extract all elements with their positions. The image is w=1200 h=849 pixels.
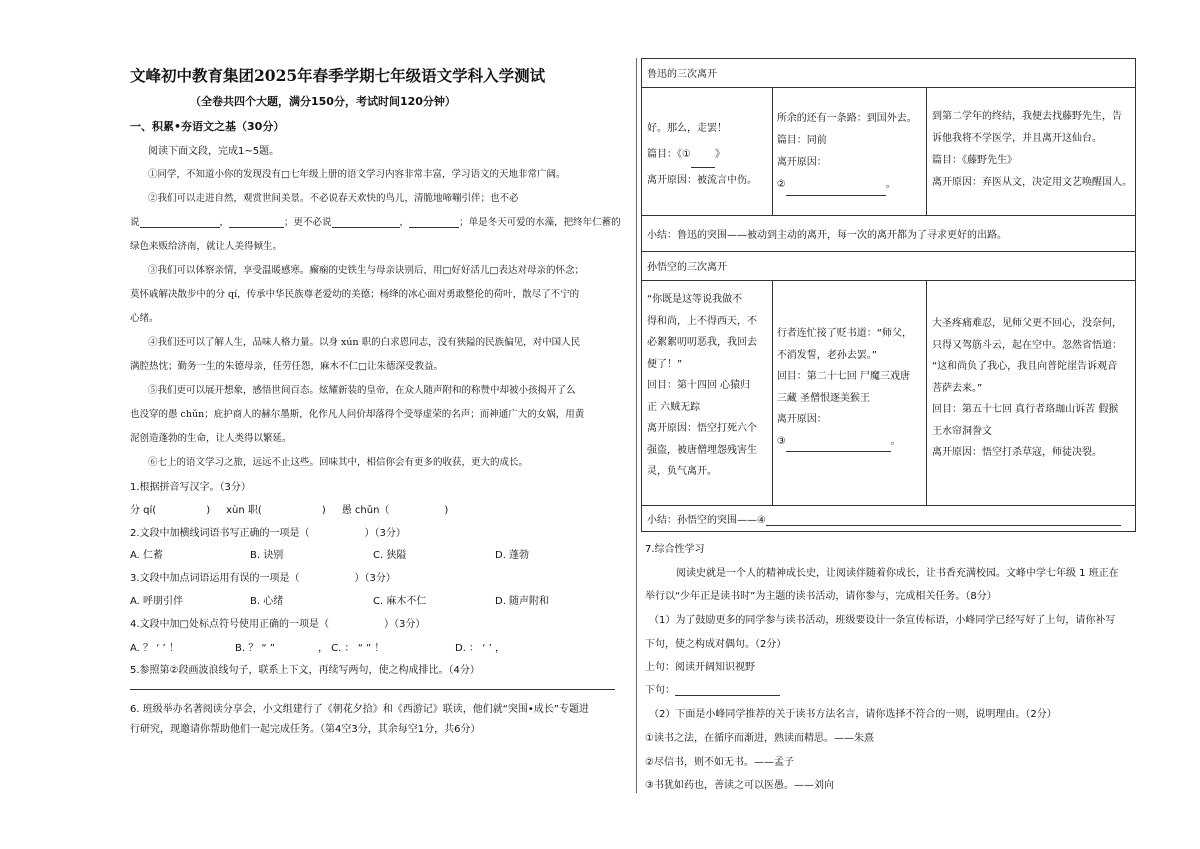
luxun-cell-1 bbox=[642, 88, 773, 216]
answer-blank[interactable] bbox=[675, 695, 780, 696]
text-fragment: ) bbox=[206, 505, 211, 516]
page-subtitle: （全卷共四个大题，满分150分，考试时间120分钟） bbox=[190, 95, 456, 108]
cell-text: 篇目：同前 bbox=[776, 135, 827, 146]
cell-text: 所余的还有一条路：到国外去。 bbox=[776, 113, 917, 124]
q7-sub1-line-2: 下句，使之构成对偶句。（2分） bbox=[645, 639, 787, 650]
luxun-title-cell bbox=[642, 59, 1136, 88]
paragraph-5-line-1: ⑤我们更可以展开想象，感悟世间百态。炫耀新装的皇帝，在众人随声附和的称赞中却被小孩揭开了么 bbox=[148, 385, 576, 396]
text-fragment: xùn 职( bbox=[226, 505, 262, 516]
question-6-line-2: 行研究，现邀请你帮助他们一起完成任务。（第4空3分，其余每空1分，共6分） bbox=[130, 724, 481, 735]
cell-text: 离开原因：弃医从文，决定用文艺唤醒国人。 bbox=[932, 177, 1132, 188]
cell-text: 篇目：《藤野先生》 bbox=[932, 155, 1017, 166]
cell-text: 得和尚，上不得西天，不 bbox=[647, 315, 757, 327]
wukong-title: 孙悟空的三次离开 bbox=[647, 262, 727, 273]
question-3 bbox=[130, 569, 396, 584]
section1-heading: 一、积累•夯语文之基（30分） bbox=[130, 120, 285, 133]
paragraph-4-line-2: 满腔热忱；勤务一生的朱德母亲，任劳任怨，麻木不仁□让朱德深受教益。 bbox=[130, 361, 443, 372]
q3-option-b[interactable]: B. 心绪 bbox=[250, 596, 284, 607]
question-1-blanks bbox=[130, 501, 448, 516]
quote-1: ①读书之法，在循序而渐进，熟读而精思。——朱熹 bbox=[645, 733, 874, 744]
luxun-cell-3 bbox=[927, 88, 1136, 216]
q2-option-d[interactable]: D. 蓬勃 bbox=[495, 550, 530, 561]
blank-line[interactable] bbox=[786, 451, 891, 452]
paragraph-2-line-2 bbox=[130, 214, 621, 228]
wukong-cell-2 bbox=[772, 281, 926, 506]
text-fragment: ；更不必说 bbox=[284, 217, 332, 228]
paragraph-2-line-1: ②我们可以走进自然，观赏世间美景。不必说春天欢快的鸟儿，清脆地啼嘣引伴；也不必 bbox=[148, 193, 519, 204]
text-fragment: ；单是冬天可爱的水藻，把终年仁蓄的 bbox=[459, 217, 621, 228]
paragraph-5-line-2: 也没穿的愚 chǔn；庇护商人的赫尔墨斯，化作凡人问价却落得个受辱虚荣的名声；而神通广大的女娲，用黄 bbox=[130, 409, 585, 420]
cell-text: “这和尚负了我心，我且向普陀崖告诉观音 bbox=[932, 361, 1118, 372]
question-2 bbox=[130, 524, 406, 539]
blank-line[interactable] bbox=[766, 525, 1121, 526]
text-fragment: 2.文段中加横线词语书写正确的一项是（ bbox=[130, 528, 310, 539]
cell-text: 。 bbox=[885, 179, 896, 190]
paragraph-3-line-3: 心绪。 bbox=[130, 313, 159, 324]
paragraph-1: ①同学，不知道小你的发现没有□七年级上册的语文学习内容非常丰富，学习语文的天地非常广阔。 bbox=[148, 169, 566, 180]
text-fragment: 愚 chǔn（ bbox=[341, 505, 390, 516]
cell-text: 好。那么，走罢！ bbox=[647, 123, 727, 134]
question-6-line-1: 6. 班级举办名著阅读分享会，小文组建行了《朝花夕拾》和《西游记》联读，他们就“突围•成长”专题进 bbox=[130, 704, 589, 715]
q7-sub1-line-1: （1）为了鼓励更多的同学参与读书活动，班级要设计一条宣传标语，小峰同学已经写好了上句，请你补写 bbox=[649, 615, 1116, 626]
reading-table bbox=[641, 58, 1136, 532]
blank-line[interactable] bbox=[332, 227, 400, 228]
text-fragment: ）（3分） bbox=[364, 528, 406, 539]
answer-line[interactable] bbox=[130, 689, 615, 690]
luxun-summary: 小结：鲁迅的突围——被动到主动的离开，每一次的离开都为了寻求更好的出路。 bbox=[647, 230, 1007, 241]
cell-text: 回目：第二十七回 尸魔三戏唐 bbox=[776, 371, 910, 382]
luxun-title: 鲁迅的三次离开 bbox=[647, 69, 717, 80]
page-title: 文峰初中教育集团2025年春季学期七年级语文学科入学测试 bbox=[130, 66, 546, 85]
q2-option-b[interactable]: B. 诀别 bbox=[250, 550, 284, 561]
wukong-summary-cell bbox=[642, 506, 1136, 532]
quote-3: ③书犹如药也，善读之可以医愚。——刘向 bbox=[645, 780, 834, 791]
cell-text: 离开原因：悟空打杀草寇，师徒决裂。 bbox=[932, 447, 1102, 458]
section1-intro: 阅读下面文段，完成1~5题。 bbox=[148, 146, 280, 157]
cell-text: 菩萨去来。” bbox=[932, 382, 983, 394]
text-fragment: 下句： bbox=[645, 685, 675, 696]
paragraph-2-line-3: 绿色来贩给济南，就让人美得倾生。 bbox=[130, 241, 283, 252]
q7-intro-line-2: 举行以“少年正是读书时”为主题的读书活动，请你参与，完成相关任务。（8分） bbox=[645, 591, 997, 602]
blank-line[interactable] bbox=[409, 227, 459, 228]
q4-option-d[interactable]: D. ： ‘ ’ ， bbox=[455, 643, 505, 654]
cell-text: 三藏 圣僧恨逐美猴王 bbox=[776, 392, 870, 404]
cell-text: 。 bbox=[890, 435, 901, 447]
q7-upper-line: 上句：阅读开阔知识视野 bbox=[645, 662, 755, 673]
q3-option-a[interactable]: A. 呼朋引伴 bbox=[130, 596, 184, 607]
text-fragment: ) bbox=[321, 505, 326, 516]
text-fragment: 3.文段中加点词语运用有误的一项是（ bbox=[130, 573, 300, 584]
paragraph-4-line-1: ④我们还可以了解人生，品味人格力量。以身 xún 职的白求恩同志，没有狭隘的民族偏见，对中国人民 bbox=[148, 337, 581, 348]
text-fragment: ）（3分） bbox=[354, 573, 396, 584]
cell-text: 行者连忙接了贬书道：“师父， bbox=[776, 328, 912, 339]
cell-text: ③ bbox=[776, 435, 786, 447]
cell-text: 离开原因： bbox=[776, 157, 827, 168]
cell-text: 》 bbox=[714, 149, 725, 160]
q3-option-d[interactable]: D. 随声附和 bbox=[495, 596, 550, 607]
blank-line[interactable] bbox=[140, 227, 220, 228]
cell-text: ② bbox=[776, 179, 786, 190]
cell-text: 篇目：《① bbox=[647, 149, 691, 160]
q2-option-a[interactable]: A. 仁蓄 bbox=[130, 550, 164, 561]
question-4 bbox=[130, 615, 425, 630]
cell-text: 离开原因：悟空打死六个 bbox=[647, 423, 757, 434]
question-5: 5.参照第②段画波浪线句子，联系上下文，再续写两句，使之构成排比。（4分） bbox=[130, 665, 480, 676]
q4-option-a[interactable]: A. ？ ‘ ’ ！ bbox=[130, 643, 179, 654]
cell-text: 回目：第五十七回 真行者珞珈山诉苦 假猴 bbox=[932, 404, 1119, 415]
text-fragment: ) bbox=[444, 505, 449, 516]
question-7-heading: 7.综合性学习 bbox=[645, 544, 705, 555]
cell-text: 诉他我将不学医学，并且离开这仙台。 bbox=[932, 133, 1102, 144]
cell-text: 回目：第十四回 心猿归 bbox=[647, 380, 751, 391]
wukong-cell-1 bbox=[642, 281, 773, 506]
q3-option-c[interactable]: C. 麻木不仁 bbox=[373, 596, 427, 607]
paragraph-3-line-2: 莫怀戚解决散步中的分 qí，传承中华民族尊老爱幼的美德；杨绛的冰心面对勇敢整伦的荷叶，散尽了不宁的 bbox=[130, 289, 580, 300]
text-fragment: ， bbox=[219, 217, 230, 228]
q7-intro-line-1: 阅读史就是一个人的精神成长史，让阅读伴随着你成长，让书香充满校园。文峰中学七年级 1 班正在 bbox=[676, 568, 1119, 579]
text-fragment: 说 bbox=[130, 217, 140, 228]
paragraph-6: ⑥七上的语文学习之旅，远远不止这些。回味其中，相信你会有更多的收获，更大的成长。 bbox=[148, 457, 529, 468]
wukong-summary: 小结：孙悟空的突围——④ bbox=[647, 515, 766, 526]
wukong-cell-3 bbox=[927, 281, 1136, 506]
q4-option-b[interactable]: B. ？ “ ” bbox=[235, 643, 275, 654]
text-fragment: ， bbox=[399, 217, 410, 228]
q2-option-c[interactable]: C. 狭隘 bbox=[373, 550, 407, 561]
text-fragment: 分 qí( bbox=[130, 505, 157, 516]
cell-text: “你既是这等说我做不 bbox=[647, 294, 743, 305]
blank-line[interactable] bbox=[786, 195, 886, 196]
cell-text: 离开原因： bbox=[776, 414, 827, 425]
cell-text: 离开原因：被流言中伤。 bbox=[647, 175, 757, 186]
luxun-cell-2 bbox=[772, 88, 926, 216]
text-fragment: 4.文段中加□处标点符号使用正确的一项是（ bbox=[130, 619, 329, 630]
cell-text: 大圣疼痛难忍，见师父更不回心，没奈何， bbox=[932, 318, 1122, 329]
luxun-summary-cell bbox=[642, 216, 1136, 252]
cell-text: 强盗，被唐僧埋怨残害生 bbox=[647, 444, 757, 456]
wukong-title-cell bbox=[642, 252, 1136, 281]
q7-sub2: （2）下面是小峰同学推荐的关于读书方法名言，请你选择不符合的一则，说明理由。（2分） bbox=[649, 709, 1057, 720]
text-fragment: ）（3分） bbox=[384, 619, 426, 630]
quote-2: ②尽信书，则不如无书。——孟子 bbox=[645, 757, 794, 768]
cell-text: 不消发誓，老孙去罢。” bbox=[776, 349, 877, 361]
blank-line[interactable] bbox=[229, 227, 284, 228]
cell-text: 便了！” bbox=[647, 358, 683, 370]
cell-text: 正 六贼无踪 bbox=[647, 401, 701, 413]
q4-option-c[interactable]: ， C. ： “ ” ！ bbox=[318, 643, 385, 654]
column-divider bbox=[636, 58, 637, 793]
cell-text: 必絮絮叨叨恶我，我回去 bbox=[647, 337, 757, 348]
paragraph-3-line-1: ③我们可以体察亲情，享受温暖感寒。癫痫的史铁生与母亲诀别后，用□好好活儿□表达对母亲的怀念； bbox=[148, 265, 584, 276]
q7-lower-line bbox=[645, 681, 780, 696]
cell-text: 只得又驾筋斗云，起在空中。忽然省悟道： bbox=[932, 339, 1122, 351]
cell-text: 到第二学年的终结，我便去找藤野先生，告 bbox=[932, 111, 1122, 122]
cell-text: 王水帘洞誊文 bbox=[932, 425, 992, 437]
cell-text: 灵，负气离开。 bbox=[647, 466, 717, 477]
question-1: 1.根据拼音写汉字。（3分） bbox=[130, 482, 251, 493]
paragraph-5-line-3: 泥创造蓬勃的生命，让人类得以繁延。 bbox=[130, 433, 292, 444]
